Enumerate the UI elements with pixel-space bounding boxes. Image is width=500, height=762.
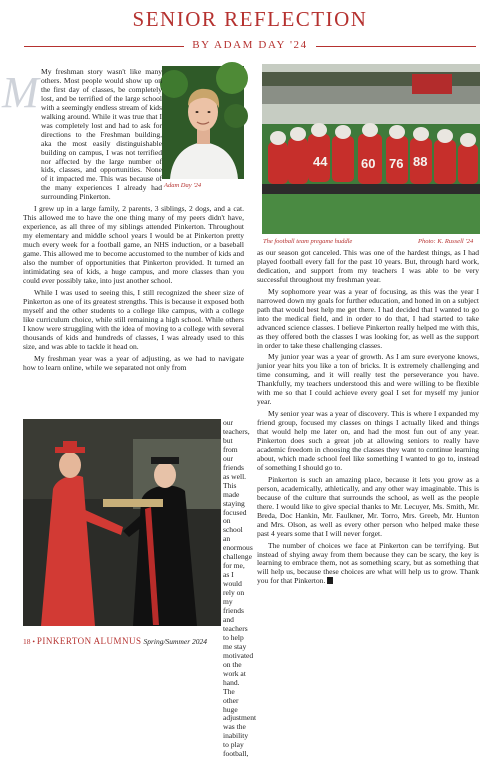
jersey-number: 44 [313, 154, 328, 169]
photo-graduation [23, 419, 221, 626]
caption-huddle: The football team pregame huddle [263, 238, 353, 245]
paragraph-1: My freshman story wasn't like many others. Most people would show up on the first day of classes, be completely lost, and be terrified of the large school with a seemingly endless stream of kids walking around. While it was true that I was completely lost and had to ask for directions to the Freshman building, aka the most easily distinguishable building on campus, I was not terrified nor affected by the large number of kids, classes, and opportunities. None of it impacted me. This was because of the many experiences I already had surrounding Pinkerton. [41, 67, 162, 202]
paragraph-2: I grew up in a large family, 2 parents, 3 siblings, 2 dogs, and a cat. This allowed me to have the one thing many of my peers didn't have, experience, as all three of my siblings attended Pinkerton. Throughout my elementary and middle school years I would be at Pinkerton pretty much every week for a football game, an NHS induction, or a baseball game. This allowed me to become accustomed to the number of kids and also the number of opportunities that Pinkerton provided. It turned an intimidating sea of kids, a huge campus, and more classes than you could ever possibly take, into just another school. [23, 204, 244, 285]
footer-separator: • [32, 637, 36, 646]
paragraph-7: My junior year was a year of growth. As I am sure everyone knows, junior year hits you like a ton of bricks. It is extremely challenging and time consuming, and it will really test the perseverance you have. Thankfully, my teachers understood this and were willing to be flexible with me so that I could achieve every goal I set for myself my junior year. [257, 352, 479, 407]
drop-cap: M [2, 68, 39, 117]
footer-magazine: ALUMNUS [93, 636, 142, 646]
paragraph-8: My senior year was a year of discovery. This is where I expanded my friend group, focused my classes on things I actually liked and things that would help me later on, and had the most fun out of any year. Pinkerton does such a great job at allowing seniors to really have academic freedom in choosing the classes they want to continue learning about, which made school feel like something I wanted to go to, instead of something I should go to. [257, 409, 479, 472]
article-right-column [257, 249, 479, 589]
wrap-text: our teachers, but from our friends as well. This made staying focused on school an enormous challenge for me, as I would rely on my friends and teachers to help me stay motivated on the work at hand. The other huge adjustment was the inability to play football, [223, 418, 257, 759]
paragraph-6: My sophomore year was a year of focusing, as this was the year I narrowed down my goals for further education, and honed in on a subject path that would best help me get there. I had decided that I wanted to go into the medical field, and in order to do that, I had started to take advanced science classes. I believe Pinkerton really helped me with this, as they offered both the classes I was looking for, as well as the support in order to take these challenging classes. [257, 286, 479, 350]
byline-rule-right [316, 46, 476, 47]
graduation-illustration [23, 419, 221, 626]
paragraph-4: My freshman year was a year of adjusting, as we had to navigate how to learn online, while we separated not only from [23, 353, 244, 372]
huddle-illustration [262, 64, 480, 234]
end-mark-icon [327, 577, 333, 584]
caption-adam: Adam Day '24 [164, 182, 202, 189]
paragraph-10 [257, 542, 479, 587]
footer-brand: PINKERTON [36, 636, 92, 646]
closing-text: The number of choices we face at Pinkerton can be terrifying. But instead of shying away from them because they can be scary, the key is learning to embrace them, not as something scary, but as something that will help us, because these choices are what will help us to grow. Thank you for that Pinkerton. [257, 540, 479, 586]
paragraph-5: as our season got canceled. This was one of the hardest things, as I had played football every fall for the past 10 years. But, through hard work, dedication, and support from my teachers I was able to be very successful throughout my freshman year. [257, 248, 479, 284]
jersey-number: 88 [413, 154, 428, 169]
photo-football-huddle [262, 64, 480, 234]
footer-season: Spring/Summer 2024 [143, 637, 207, 646]
page-number: 18 [23, 637, 31, 646]
jersey-number: 76 [389, 156, 404, 171]
page-footer [23, 636, 207, 646]
paragraph-9: Pinkerton is such an amazing place, because it lets you grow as a person, academically, athletically, and any other way imaginable. This is because of the culture that surrounds the school, as well as the people there. I would like to give special thanks to Mr. Lecuyer, Ms. Smith, Mr. Breda, Doc Hankin, Mr. Faulkner, Mr. Torro, Mrs. Greeb, Mr. Hunton and Mrs. Olson, as well as every other person who helped make these past 4 years some that I will never forget. [257, 474, 479, 538]
paragraph-3: While I was used to seeing this, I still recognized the sheer size of Pinkerton as one of its greatest strengths. This is because it exposed both myself and the other students to a college like campus, with a college like curriculum choice, while still remaining a high school. While others I know were struggling with the idea of moving to a college with several thousands of kids and hundreds of classes, I was already used to this size, and was able to tackle it head on. [23, 287, 244, 351]
jersey-number: 60 [361, 156, 376, 171]
article-left-column [23, 68, 244, 375]
wrap-column [223, 418, 257, 762]
article-byline: BY ADAM DAY '24 [192, 39, 308, 51]
photo-credit: Photo: K. Russell '24 [418, 238, 474, 245]
article-title: SENIOR REFLECTION [132, 7, 368, 31]
